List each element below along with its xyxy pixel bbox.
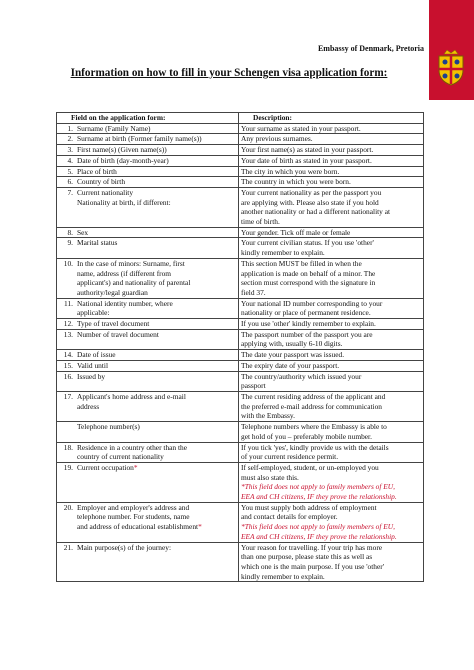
table-row (57, 319, 424, 330)
field-label (60, 392, 236, 402)
field-number: 6. (67, 177, 73, 187)
field-text: and address of educational establishment (77, 522, 199, 532)
field-text: Main purpose(s) of the journey: (77, 542, 172, 552)
field-text: First name(s) (Given name(s)) (77, 145, 167, 155)
description-text: Your national ID number corresponding to your (241, 298, 383, 308)
table-row (57, 145, 424, 156)
description-text: of your current residence permit. (241, 452, 339, 462)
field-cell (57, 258, 239, 298)
field-number: 13. (63, 329, 73, 339)
description-cell (239, 238, 424, 258)
table-row (57, 134, 424, 145)
field-text: Date of birth (day-month-year) (77, 155, 169, 165)
instructions-table (56, 112, 424, 582)
field-number: 9. (67, 238, 73, 248)
description-cell (239, 319, 424, 330)
table-row (57, 462, 424, 502)
table-row (57, 329, 424, 349)
description-cell (239, 123, 424, 134)
field-label-line (60, 402, 236, 412)
description-text: kindly remember to explain. (241, 248, 325, 258)
field-label (60, 177, 236, 187)
description-text: The country/authority which issued your (241, 371, 362, 381)
field-cell (57, 145, 239, 156)
description-text: Your reason for travelling. If your trip has more (241, 542, 383, 552)
field-text: name, address (if different from (77, 268, 172, 278)
field-cell (57, 187, 239, 227)
field-text: Nationality at birth, if different: (77, 197, 171, 207)
description-text: field 37. (241, 287, 266, 297)
field-number: 11. (64, 298, 73, 308)
field-number: 12. (63, 319, 73, 329)
table-row (57, 298, 424, 318)
field-number: 17. (63, 391, 73, 401)
field-text: Date of issue (77, 350, 116, 360)
table-row (57, 350, 424, 361)
field-label (60, 167, 236, 177)
field-label (60, 422, 236, 432)
field-label-line (60, 278, 236, 288)
field-text: Issued by (77, 371, 106, 381)
field-label-line (60, 288, 236, 298)
description-cell (239, 329, 424, 349)
field-text: address (77, 401, 100, 411)
field-number: 3. (67, 145, 73, 155)
embassy-name: Embassy of Denmark, Pretoria (317, 44, 424, 53)
description-text: with the Embassy. (241, 411, 295, 421)
field-column-header: Field on the application form: (57, 113, 239, 124)
page-title: Information on how to fill in your Schengen visa application form: (70, 67, 388, 79)
field-label-line (60, 522, 236, 532)
description-text: the preferred e-mail address for communication (241, 401, 382, 411)
description-text: If you tick 'yes', kindly provide us with the details (241, 442, 389, 452)
required-asterisk: * (133, 462, 138, 472)
field-text: Sex (77, 227, 89, 237)
field-number: 5. (67, 166, 73, 176)
field-label-line (60, 452, 236, 462)
description-text: kindly remember to explain. (241, 571, 325, 581)
description-text: If you use 'other' kindly remember to explain. (241, 319, 376, 329)
table-row (57, 166, 424, 177)
description-text: You must supply both address of employment (241, 502, 377, 512)
field-number: 14. (63, 350, 73, 360)
description-cell (239, 422, 424, 442)
field-label (60, 543, 236, 553)
field-label (60, 188, 236, 198)
description-text: Your current civilian status. If you use 'other' (241, 238, 374, 248)
field-cell (57, 319, 239, 330)
field-cell (57, 502, 239, 542)
description-text: The current residing address of the applicant and (241, 391, 386, 401)
field-label-line (60, 512, 236, 522)
field-number: 10. (63, 258, 73, 268)
field-number: 8. (67, 227, 73, 237)
description-text: The expiry date of your passport. (241, 360, 340, 370)
description-text: Your gender. Tick off male or female (241, 227, 351, 237)
field-text: Current nationality (77, 187, 134, 197)
description-cell (239, 391, 424, 421)
field-label (60, 463, 236, 473)
field-label (60, 228, 236, 238)
description-text: The country in which you were born. (241, 177, 351, 187)
eu-exemption-note: *This field does not apply to family members of EU, (241, 522, 395, 532)
field-text: Type of travel document (77, 319, 150, 329)
description-text: nationality or place of permanent residence. (241, 308, 371, 318)
description-cell (239, 371, 424, 391)
table-row (57, 177, 424, 188)
table-row (57, 123, 424, 134)
table-row (57, 391, 424, 421)
field-text: Residence in a country other than the (77, 442, 188, 452)
field-number: 4. (67, 155, 73, 165)
field-text: Place of birth (77, 166, 117, 176)
description-text: The city in which you were born. (241, 166, 340, 176)
description-text: and contact details for employer. (241, 512, 338, 522)
table-row (57, 258, 424, 298)
field-cell (57, 123, 239, 134)
eu-exemption-note: EEA and CH citizens, IF they prove the relationship. (241, 531, 397, 541)
field-cell (57, 350, 239, 361)
field-label (60, 134, 236, 144)
description-cell (239, 177, 424, 188)
field-text: Telephone number(s) (77, 422, 140, 432)
field-number: 1. (67, 123, 73, 133)
description-text: This section MUST be filled in when the (241, 258, 362, 268)
field-label (60, 372, 236, 382)
field-label (60, 156, 236, 166)
table-row (57, 422, 424, 442)
field-text: applicable: (77, 308, 110, 318)
field-text: Surname at birth (Former family name(s)) (77, 134, 202, 144)
description-text: Your current nationality as per the passport you (241, 187, 382, 197)
field-label-line (60, 308, 236, 318)
field-label-line (60, 269, 236, 279)
field-cell (57, 155, 239, 166)
field-cell (57, 442, 239, 462)
table-row (57, 238, 424, 258)
field-text: National identity number, where (77, 298, 173, 308)
description-text: Your date of birth as stated in your passport. (241, 155, 372, 165)
table-row (57, 187, 424, 227)
required-asterisk: * (198, 522, 202, 532)
description-cell (239, 360, 424, 371)
field-text: In the case of minors: Surname, first (77, 258, 185, 268)
table-body (57, 123, 424, 582)
field-text: Employer and employer's address and (77, 502, 190, 512)
field-cell (57, 422, 239, 442)
field-cell (57, 166, 239, 177)
description-cell (239, 166, 424, 177)
field-number: 16. (63, 371, 73, 381)
table-row (57, 502, 424, 542)
field-cell (57, 371, 239, 391)
description-text: applying with, usually 6-10 digits. (241, 339, 343, 349)
field-text: telephone number. For students, name (77, 512, 190, 522)
field-cell (57, 329, 239, 349)
description-column-header: Description: (239, 113, 424, 124)
description-cell (239, 502, 424, 542)
field-text: Number of travel document (77, 329, 159, 339)
description-cell (239, 227, 424, 238)
field-cell (57, 298, 239, 318)
description-cell (239, 134, 424, 145)
field-label (60, 145, 236, 155)
field-label (60, 319, 236, 329)
field-text: Marital status (77, 238, 118, 248)
field-label (60, 330, 236, 340)
field-label (60, 350, 236, 360)
field-label-line (60, 198, 236, 208)
description-text: than one purpose, please state this as well as (241, 552, 373, 562)
field-text: country of current nationality (77, 452, 164, 462)
field-label (60, 259, 236, 269)
field-label (60, 443, 236, 453)
table-header-row (57, 113, 424, 124)
table-row (57, 155, 424, 166)
eu-exemption-note: EEA and CH citizens, IF they prove the relationship. (241, 492, 397, 502)
field-cell (57, 542, 239, 582)
field-number: 2. (67, 134, 73, 144)
field-number: 18. (63, 442, 73, 452)
description-text: The date your passport was issued. (241, 350, 345, 360)
table-row (57, 542, 424, 582)
field-label (60, 124, 236, 134)
field-label (60, 503, 236, 513)
field-label (60, 361, 236, 371)
field-label (60, 238, 236, 248)
description-text: Your first name(s) as stated in your passport. (241, 145, 374, 155)
description-text: Any previous surnames. (241, 134, 313, 144)
field-cell (57, 134, 239, 145)
description-text: application is made on behalf of a minor. The (241, 268, 376, 278)
field-cell (57, 391, 239, 421)
field-text: Valid until (77, 360, 108, 370)
field-cell (57, 177, 239, 188)
description-cell (239, 187, 424, 227)
field-number: 21. (63, 542, 73, 552)
eu-exemption-note: *This field does not apply to family members of EU, (241, 482, 395, 492)
field-number: 7. (67, 187, 73, 197)
description-cell (239, 542, 424, 582)
description-text: If self-employed, student, or un-employed you (241, 462, 379, 472)
field-text: Surname (Family Name) (77, 123, 151, 133)
field-number: 15. (63, 360, 73, 370)
field-text: applicant's) and nationality of parental (77, 278, 191, 288)
field-label (60, 299, 236, 309)
description-text: Telephone numbers where the Embassy is able to (241, 422, 387, 432)
description-text: time of birth. (241, 217, 280, 227)
table-row (57, 360, 424, 371)
field-cell (57, 462, 239, 502)
field-text: authority/legal guardian (77, 287, 148, 297)
field-text: Country of birth (77, 177, 126, 187)
description-cell (239, 258, 424, 298)
description-text: passport (241, 381, 266, 391)
field-text: Current occupation (77, 462, 134, 472)
description-cell (239, 298, 424, 318)
field-cell (57, 227, 239, 238)
table-row (57, 442, 424, 462)
coat-of-arms-icon (436, 48, 466, 86)
description-text: Your surname as stated in your passport. (241, 123, 361, 133)
description-cell (239, 442, 424, 462)
description-text: which one is the main purpose. If you use 'other' (241, 561, 385, 571)
description-cell (239, 462, 424, 502)
description-text: The passport number of the passport you are (241, 329, 373, 339)
table-row (57, 371, 424, 391)
field-number: 20. (63, 502, 73, 512)
field-number: 19. (63, 462, 73, 472)
description-text: are applying with. Please also state if you hold (241, 197, 379, 207)
description-text: another nationality or had a different nationality at (241, 207, 391, 217)
table-row (57, 227, 424, 238)
field-cell (57, 238, 239, 258)
description-text: must also state this. (241, 472, 299, 482)
field-text: Applicant's home address and e-mail (77, 391, 186, 401)
field-cell (57, 360, 239, 371)
description-cell (239, 350, 424, 361)
description-cell (239, 145, 424, 156)
description-cell (239, 155, 424, 166)
description-text: section must correspond with the signature in (241, 278, 376, 288)
description-text: get hold of you – preferably mobile number. (241, 431, 372, 441)
